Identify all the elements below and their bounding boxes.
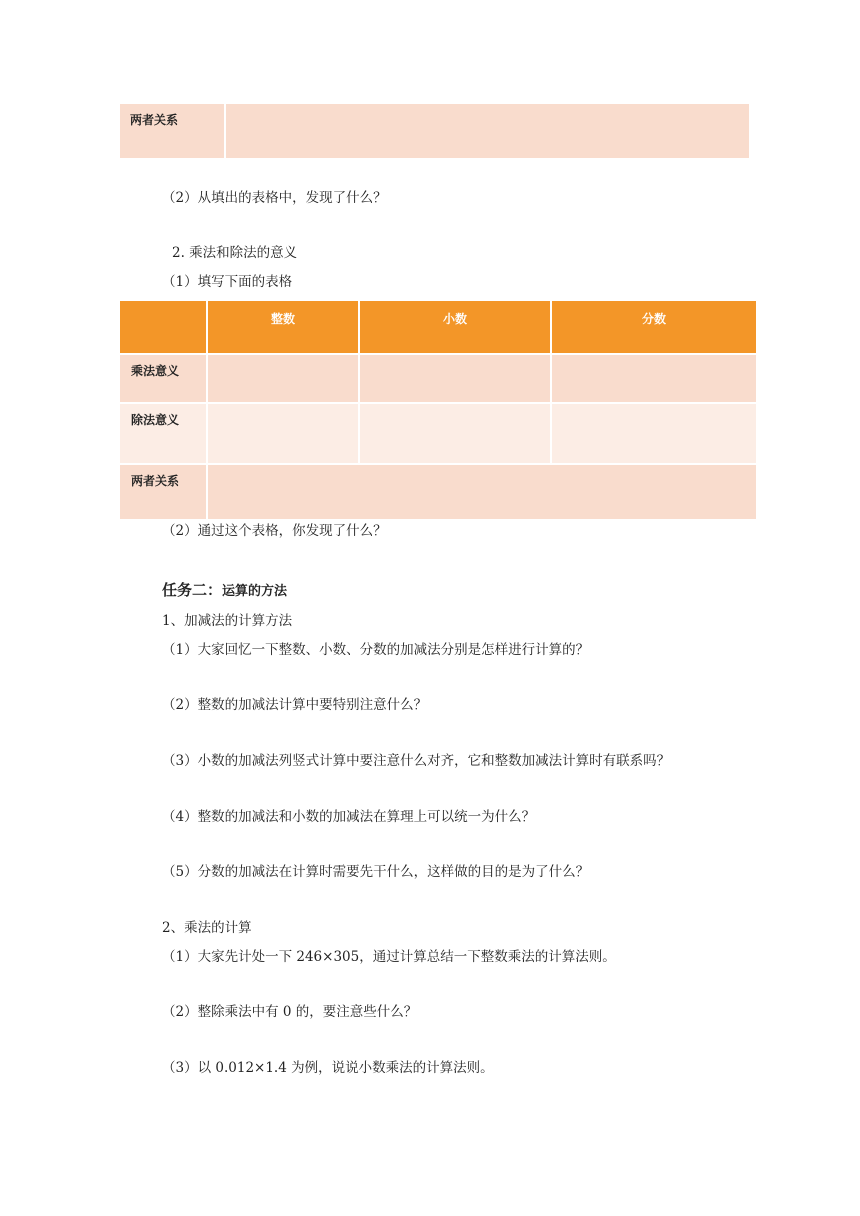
task2-sub2-item-1: （1）大家先计处一下 246×305，通过计算总结一下整数乘法的计算法则。 xyxy=(162,949,616,965)
row-label-division: 除法意义 xyxy=(131,413,180,427)
row-label-relation: 两者关系 xyxy=(131,474,180,488)
table-row-relation-label-cell xyxy=(120,465,206,519)
question-top-2: （2）从填出的表格中，发现了什么？ xyxy=(162,190,387,206)
table-header-decimal xyxy=(360,301,550,353)
table-cell-div-decimal xyxy=(360,404,550,463)
section2-q1: （1）填写下面的表格 xyxy=(162,274,293,290)
table-row-division-label-cell xyxy=(120,404,206,463)
table-cell-div-fraction xyxy=(552,404,756,463)
task2-title xyxy=(162,579,287,600)
table-header-integer xyxy=(208,301,358,353)
section2-q2: （2）通过这个表格，你发现了什么？ xyxy=(162,523,387,539)
task2-sub1-item-1: （1）大家回忆一下整数、小数、分数的加减法分别是怎样进行计算的？ xyxy=(162,642,590,658)
header-label-fraction: 分数 xyxy=(641,312,666,326)
header-label-integer: 整数 xyxy=(270,312,295,326)
task2-sub2-item-3: （3）以 0.012×1.4 为例，说说小数乘法的计算法则。 xyxy=(162,1060,494,1076)
top-table-relation-value-cell xyxy=(226,104,749,158)
header-label-decimal: 小数 xyxy=(442,312,467,326)
table-cell-mult-integer xyxy=(208,355,358,402)
task2-title-prefix: 任务二： xyxy=(162,581,223,599)
task2-sub1-item-3: （3）小数的加减法列竖式计算中要注意什么对齐，它和整数加减法计算时有联系吗？ xyxy=(162,753,671,769)
table-row-multiplication-label-cell xyxy=(120,355,206,402)
task2-sub1-item-4: （4）整数的加减法和小数的加减法在算理上可以统一为什么？ xyxy=(162,809,536,825)
table-header-fraction xyxy=(552,301,756,353)
table-cell-mult-fraction xyxy=(552,355,756,402)
row-label-multiplication: 乘法意义 xyxy=(131,364,180,378)
table-cell-mult-decimal xyxy=(360,355,550,402)
top-table-relation-label: 两者关系 xyxy=(130,113,179,127)
table-cell-div-integer xyxy=(208,404,358,463)
section2-title: 2. 乘法和除法的意义 xyxy=(172,245,298,261)
task2-title-rest: 运算的方法 xyxy=(222,584,288,599)
task2-sub1-title: 1、加减法的计算方法 xyxy=(162,613,293,629)
table-header-empty xyxy=(120,301,206,353)
task2-sub2-item-2: （2）整除乘法中有 0 的，要注意些什么？ xyxy=(162,1004,418,1020)
task2-sub1-item-5: （5）分数的加减法在计算时需要先干什么，这样做的目的是为了什么？ xyxy=(162,864,590,880)
task2-sub1-item-2: （2）整数的加减法计算中要特别注意什么？ xyxy=(162,697,428,713)
table-cell-relation-value xyxy=(208,465,756,519)
task2-sub2-title: 2、乘法的计算 xyxy=(162,920,252,936)
